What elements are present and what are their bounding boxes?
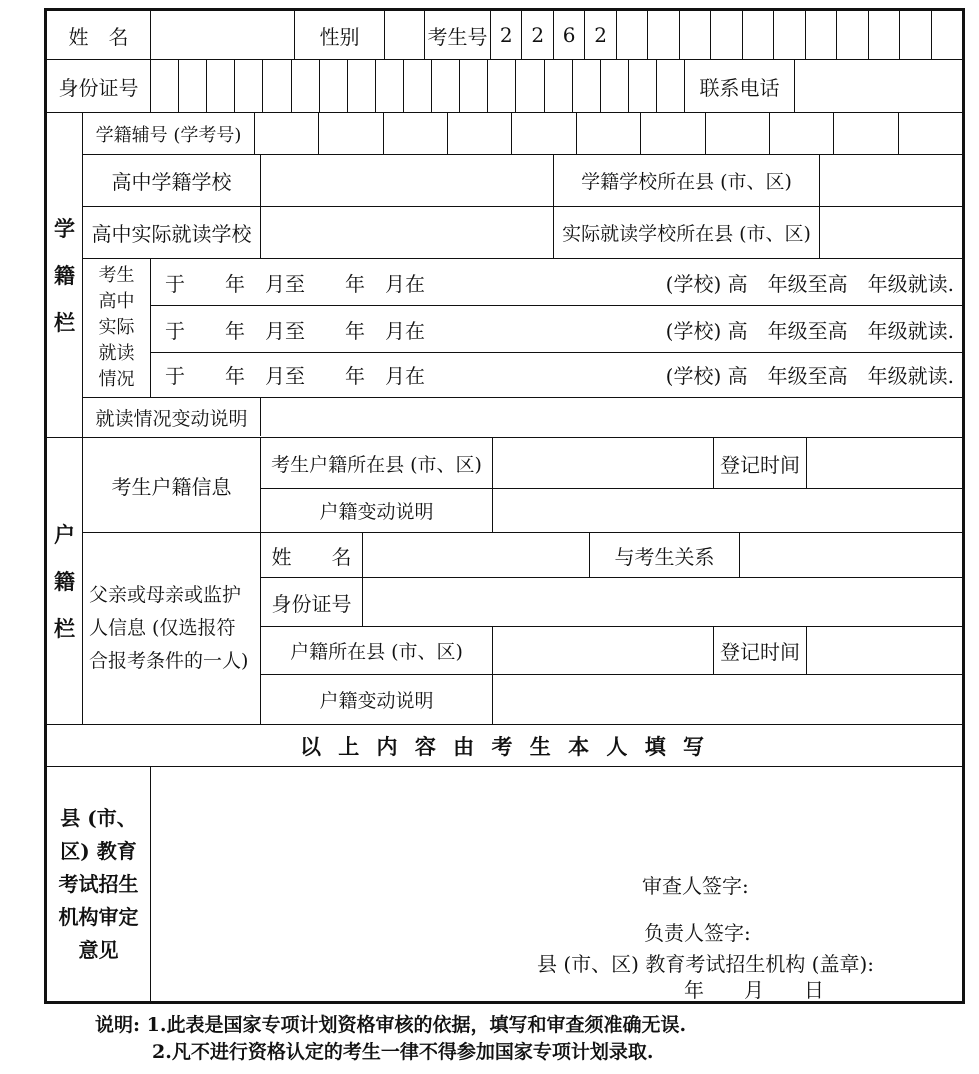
grid-cell (770, 113, 834, 154)
row-parent-name (261, 533, 962, 578)
parent-county-value-cell (493, 627, 714, 674)
label-line: 机构审定 (58, 904, 139, 929)
date-line: 年 月 日 (684, 978, 824, 1002)
grid-cell (320, 60, 348, 112)
phone-value-cell (795, 60, 962, 112)
section-household-registration (47, 438, 962, 725)
school-section-content (83, 113, 962, 437)
label-line: 县 (市、 (60, 805, 137, 830)
actual-school-label: 高中实际就读学校 (83, 207, 261, 258)
id-number-label: 身份证号 (47, 60, 151, 112)
vertical-label-char: 栏 (54, 616, 75, 641)
responsible-signature-label: 负责人签字: (644, 921, 751, 945)
candidate-household-change-label: 户籍变动说明 (261, 489, 493, 532)
attendance-row-3 (151, 353, 962, 397)
candidate-no-label: 考生号 (425, 11, 491, 59)
grid-cell (743, 11, 774, 59)
parent-household-change-value-cell (493, 675, 962, 724)
label-line: 考生 (98, 265, 135, 286)
note-item-1: 1.此表是国家专项计划资格审核的依据，填写和审查须准确无误. (146, 1014, 687, 1036)
grid-cell (711, 11, 742, 59)
review-opinion-area (151, 767, 962, 1001)
grid-cell (573, 60, 601, 112)
attendance-period-text: 于 年 月至 年 月在 (165, 271, 425, 296)
parent-county-label: 户籍所在县 (市、区) (261, 627, 493, 674)
vertical-label-char: 籍 (54, 263, 75, 288)
candidate-county-value-cell (493, 438, 714, 488)
org-seal-label: 县 (市、区) 教育考试招生机构 (盖章): (537, 952, 875, 976)
grid-cell: 2 (491, 11, 522, 59)
registered-school-county-value-cell (820, 155, 962, 206)
grid-cell (207, 60, 235, 112)
grid-cell (512, 113, 576, 154)
aux-number-cells (255, 113, 962, 154)
vertical-label-char: 户 (54, 522, 75, 547)
attendance-grade-text: (学校) 高 年级至高 年级就读. (665, 271, 954, 296)
actual-school-value-cell (261, 207, 554, 258)
actual-school-county-value-cell (820, 207, 962, 258)
grid-cell (706, 113, 770, 154)
registered-school-value-cell (261, 155, 554, 206)
grid-cell (648, 11, 679, 59)
row-fill-notice (47, 725, 962, 767)
label-line: 就读 (98, 343, 135, 364)
candidate-household-change-value-cell (493, 489, 962, 532)
parent-name-value-cell (363, 533, 590, 577)
grid-cell (151, 60, 179, 112)
grid-cell (255, 113, 319, 154)
grid-cell (601, 60, 629, 112)
block-candidate-household (83, 438, 962, 533)
grid-cell (235, 60, 263, 112)
name-value-cell (151, 11, 295, 59)
label-line: 高中 (98, 291, 135, 312)
vertical-label-char: 籍 (54, 569, 75, 594)
section-review-opinion (47, 767, 962, 1001)
phone-label: 联系电话 (685, 60, 795, 112)
register-time-label: 登记时间 (714, 438, 807, 488)
grid-cell (837, 11, 868, 59)
grid-cell (899, 113, 962, 154)
grid-cell (932, 11, 962, 59)
candidate-county-label: 考生户籍所在县 (市、区) (261, 438, 493, 488)
row-idnumber-phone (47, 60, 962, 113)
grid-cell (577, 113, 641, 154)
attendance-history-rows (151, 259, 962, 397)
row-candidate-county (261, 438, 962, 489)
gender-value-cell (385, 11, 425, 59)
attendance-period-text: 于 年 月至 年 月在 (165, 364, 425, 389)
parent-household-change-label: 户籍变动说明 (261, 675, 493, 724)
grid-cell (657, 60, 685, 112)
reviewer-signature-label: 审查人签字: (642, 874, 749, 898)
grid-cell (432, 60, 460, 112)
grid-cell (488, 60, 516, 112)
grid-cell (292, 60, 320, 112)
grid-cell (376, 60, 404, 112)
register-time-value-cell (807, 438, 962, 488)
relation-label: 与考生关系 (590, 533, 740, 577)
grid-cell (617, 11, 648, 59)
aux-number-label: 学籍辅号 (学考号) (83, 113, 255, 154)
attendance-grade-text: (学校) 高 年级至高 年级就读. (665, 318, 954, 343)
attendance-change-value-cell (261, 398, 962, 436)
label-line: 考试招生 (58, 871, 139, 896)
registered-school-label: 高中学籍学校 (83, 155, 261, 206)
group-attendance-history (83, 259, 962, 398)
candidate-household-info-label: 考生户籍信息 (83, 438, 261, 532)
grid-cell (460, 60, 488, 112)
fill-notice-text: 以 上 内 容 由 考 生 本 人 填 写 (299, 733, 710, 759)
attendance-change-label: 就读情况变动说明 (83, 398, 261, 436)
form-notes (95, 1012, 686, 1066)
parent-name-label: 姓 名 (261, 533, 363, 577)
row-aux-number (83, 113, 962, 155)
row-parent-county (261, 627, 962, 675)
row-parent-id (261, 578, 962, 627)
label-line: 区) 教育 (60, 838, 137, 863)
household-section-vertical-label (47, 438, 83, 724)
label-line: 意见 (78, 937, 119, 962)
vertical-label-char: 栏 (54, 310, 75, 335)
qualification-form-table (44, 8, 965, 1004)
relation-value-cell (740, 533, 962, 577)
household-section-content (83, 438, 962, 724)
grid-cell: 6 (554, 11, 585, 59)
section-school-registration (47, 113, 962, 438)
grid-cell (319, 113, 383, 154)
grid-cell (900, 11, 931, 59)
note-line-1 (95, 1012, 686, 1039)
notes-label: 说明: (95, 1014, 141, 1036)
grid-cell (448, 113, 512, 154)
grid-cell (680, 11, 711, 59)
attendance-history-label (83, 259, 151, 397)
id-number-digit-cells (151, 60, 685, 112)
row-registered-school (83, 155, 962, 207)
grid-cell (545, 60, 573, 112)
parent-id-label: 身份证号 (261, 578, 363, 626)
row-attendance-change (83, 398, 962, 436)
row-parent-household-change (261, 675, 962, 724)
candidate-no-digit-cells (491, 11, 962, 59)
grid-cell (516, 60, 544, 112)
grid-cell (834, 113, 898, 154)
parent-id-value-cell (363, 578, 962, 626)
attendance-row-1 (151, 259, 962, 306)
attendance-grade-text: (学校) 高 年级至高 年级就读. (665, 364, 954, 389)
grid-cell (179, 60, 207, 112)
grid-cell: 2 (522, 11, 553, 59)
vertical-label-char: 学 (54, 216, 75, 241)
attendance-row-2 (151, 306, 962, 353)
grid-cell (629, 60, 657, 112)
row-name-gender-candidateno (47, 11, 962, 60)
review-opinion-label (47, 767, 151, 1001)
grid-cell (348, 60, 376, 112)
grid-cell (774, 11, 805, 59)
label-line: 实际 (98, 317, 135, 338)
gender-label: 性别 (295, 11, 385, 59)
label-line: 情况 (98, 369, 135, 390)
name-label: 姓 名 (47, 11, 151, 59)
grid-cell (384, 113, 448, 154)
note-line-2 (95, 1039, 686, 1066)
grid-cell (263, 60, 291, 112)
row-actual-school (83, 207, 962, 259)
registered-school-county-label: 学籍学校所在县 (市、区) (554, 155, 820, 206)
grid-cell: 2 (585, 11, 616, 59)
parent-register-time-label: 登记时间 (714, 627, 807, 674)
note-item-2: 2.凡不进行资格认定的考生一律不得参加国家专项计划录取. (152, 1041, 654, 1063)
school-section-vertical-label (47, 113, 83, 437)
parent-guardian-info-label: 父亲或母亲或监护人信息 (仅选报符合报考条件的一人) (83, 533, 261, 724)
attendance-period-text: 于 年 月至 年 月在 (165, 318, 425, 343)
grid-cell (869, 11, 900, 59)
grid-cell (806, 11, 837, 59)
actual-school-county-label: 实际就读学校所在县 (市、区) (554, 207, 820, 258)
grid-cell (404, 60, 432, 112)
grid-cell (641, 113, 705, 154)
block-parent-guardian (83, 533, 962, 724)
parent-register-time-value-cell (807, 627, 962, 674)
row-candidate-household-change (261, 489, 962, 532)
